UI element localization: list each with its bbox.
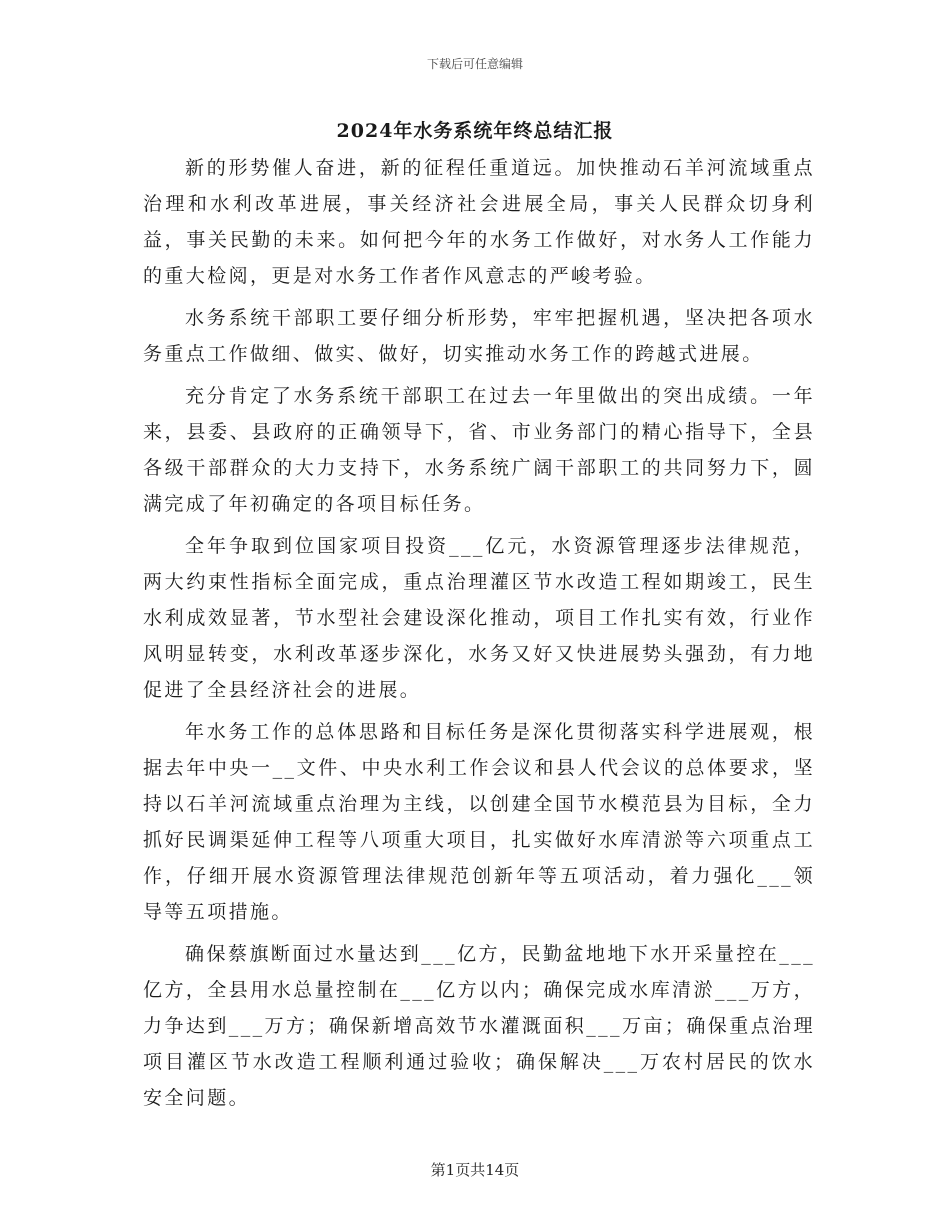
paragraph-3: 充分肯定了水务系统干部职工在过去一年里做出的突出成绩。一年来，县委、县政府的正确领导下，省、市业务部门的精心指导下，全县各级干部群众的大力支持下，水务系统广阔干部职工的共同努力下，圆满完成了年初确定的各项目标任务。 — [143, 385, 815, 515]
paragraph-2: 水务系统干部职工要仔细分析形势，牢牢把握机遇，坚决把各项水务重点工作做细、做实、做好，切实推动水务工作的跨越式进展。 — [143, 307, 815, 365]
page-header: 下载后可任意编辑 — [426, 57, 523, 71]
document-title: 2024年水务系统年终总结汇报 — [336, 120, 614, 142]
document-body — [143, 150, 815, 1116]
paragraph-6: 确保蔡旗断面过水量达到___亿方，民勤盆地地下水开采量控在___亿方，全县用水总量控制在___亿方以内；确保完成水库清淤___万方，力争达到___万方；确保新增高效节水灌溉面积___万亩；确保重点治理项目灌区节水改造工程顺利通过验收；确保解决___万农村居民的饮水安全问题。 — [143, 943, 815, 1109]
page-footer: 第1页共14页 — [430, 1161, 520, 1179]
paragraph-5: 年水务工作的总体思路和目标任务是深化贯彻落实科学进展观，根据去年中央一__文件、中央水利工作会议和县人代会议的总体要求，坚持以石羊河流域重点治理为主线，以创建全国节水模范县为目标，全力抓好民调渠延伸工程等八项重大项目，扎实做好水库清淤等六项重点工作，仔细开展水资源管理法律规范创新年等五项活动，着力强化___领导等五项措施。 — [143, 721, 815, 923]
paragraph-1: 新的形势催人奋进，新的征程任重道远。加快推动石羊河流域重点治理和水利改革进展，事关经济社会进展全局，事关人民群众切身利益，事关民勤的未来。如何把今年的水务工作做好，对水务人工作能力的重大检阅，更是对水务工作者作风意志的严峻考验。 — [143, 157, 815, 287]
paragraph-4: 全年争取到位国家项目投资___亿元，水资源管理逐步法律规范，两大约束性指标全面完成，重点治理灌区节水改造工程如期竣工，民生水利成效显著，节水型社会建设深化推动，项目工作扎实有效，行业作风明显转变，水利改革逐步深化，水务又好又快进展势头强劲，有力地促进了全县经济社会的进展。 — [143, 535, 815, 701]
